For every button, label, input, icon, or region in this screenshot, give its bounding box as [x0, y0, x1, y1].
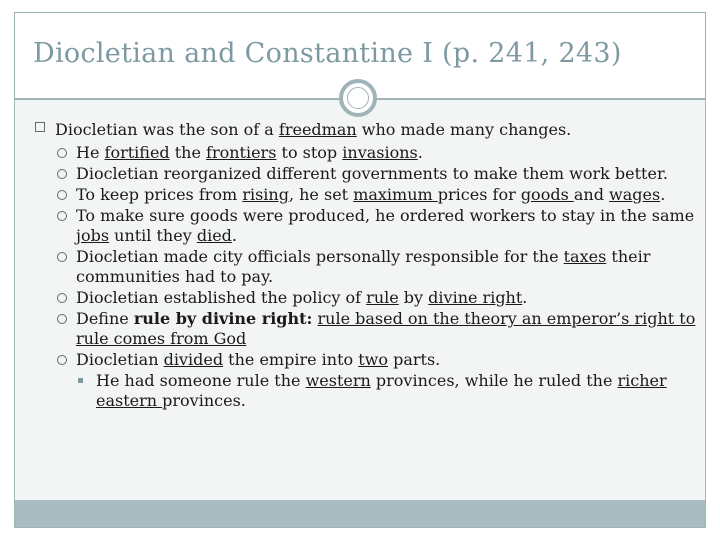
- text: and: [573, 185, 610, 204]
- circle-outline-icon: [57, 252, 67, 262]
- text: , he set: [288, 185, 354, 204]
- underlined-term: goods: [520, 185, 574, 204]
- underlined-term: died: [196, 226, 232, 245]
- text: prices for: [437, 185, 521, 204]
- text: Diocletian reorganized different governments to make them work better.: [76, 164, 668, 183]
- slide-body: [0, 120, 720, 411]
- text: Diocletian: [76, 350, 164, 369]
- text: Diocletian made city officials personally responsible for the: [76, 247, 564, 266]
- underlined-term: richer eastern: [96, 371, 667, 410]
- text: He: [76, 143, 105, 162]
- square-outline-icon: [35, 122, 45, 132]
- circle-outline-icon: [57, 148, 67, 158]
- circle-outline-icon: [57, 314, 67, 324]
- underlined-term: maximum: [353, 185, 438, 204]
- circle-outline-icon: [57, 211, 67, 221]
- underlined-term: invasions: [342, 143, 418, 162]
- small-square-icon: [78, 378, 83, 383]
- underlined-term: rising: [242, 185, 289, 204]
- main-bullet: [0, 120, 720, 140]
- list-item: [0, 164, 696, 184]
- text: provinces, while he ruled the: [370, 371, 618, 390]
- text: Define: [76, 309, 134, 328]
- text: provinces.: [162, 391, 246, 410]
- list-item: [0, 206, 696, 246]
- circle-outline-icon: [57, 355, 67, 365]
- list-item: [0, 143, 696, 163]
- underlined-term: freedman: [278, 120, 357, 139]
- text: To make sure goods were produced, he ordered workers to stay in the same: [76, 206, 695, 225]
- text: .: [660, 185, 666, 204]
- list-item: [0, 247, 696, 287]
- underlined-term: wages: [609, 185, 661, 204]
- underlined-definition: rule based on the theory an emperor’s right to rule comes from God: [76, 309, 696, 348]
- text: He had someone rule the: [96, 371, 306, 390]
- text: To keep prices from: [76, 185, 243, 204]
- text: parts.: [388, 350, 441, 369]
- underlined-term: western: [305, 371, 371, 390]
- underlined-term: divided: [163, 350, 224, 369]
- footer-bar: [15, 500, 705, 527]
- text: to stop: [276, 143, 343, 162]
- underlined-term: frontiers: [206, 143, 277, 162]
- underlined-term: jobs: [76, 226, 110, 245]
- text: Diocletian established the policy of: [76, 288, 367, 307]
- text: Diocletian was the son of a: [55, 120, 279, 139]
- circle-outline-icon: [57, 190, 67, 200]
- text: until they: [109, 226, 197, 245]
- text: the empire into: [223, 350, 359, 369]
- slide-title: Diocletian and Constantine I (p. 241, 243): [33, 38, 622, 69]
- bold-term: rule by divine right:: [133, 309, 313, 328]
- list-item: [0, 185, 696, 205]
- text: their communities had to pay.: [76, 247, 651, 286]
- underlined-term: taxes: [563, 247, 607, 266]
- underlined-term: fortified: [104, 143, 170, 162]
- list-item: [0, 309, 696, 349]
- decorative-circle-icon: [339, 79, 377, 117]
- text: by: [398, 288, 429, 307]
- circle-outline-icon: [57, 169, 67, 179]
- text: who made many changes.: [356, 120, 572, 139]
- text: .: [417, 143, 423, 162]
- circle-outline-icon: [57, 293, 67, 303]
- list-item: [0, 288, 696, 308]
- underlined-term: rule: [366, 288, 399, 307]
- text: the: [169, 143, 207, 162]
- text: .: [522, 288, 528, 307]
- text: .: [231, 226, 237, 245]
- underlined-term: two: [358, 350, 388, 369]
- underlined-term: divine right: [428, 288, 523, 307]
- sub-list-item: [0, 371, 696, 411]
- list-item: [0, 350, 696, 370]
